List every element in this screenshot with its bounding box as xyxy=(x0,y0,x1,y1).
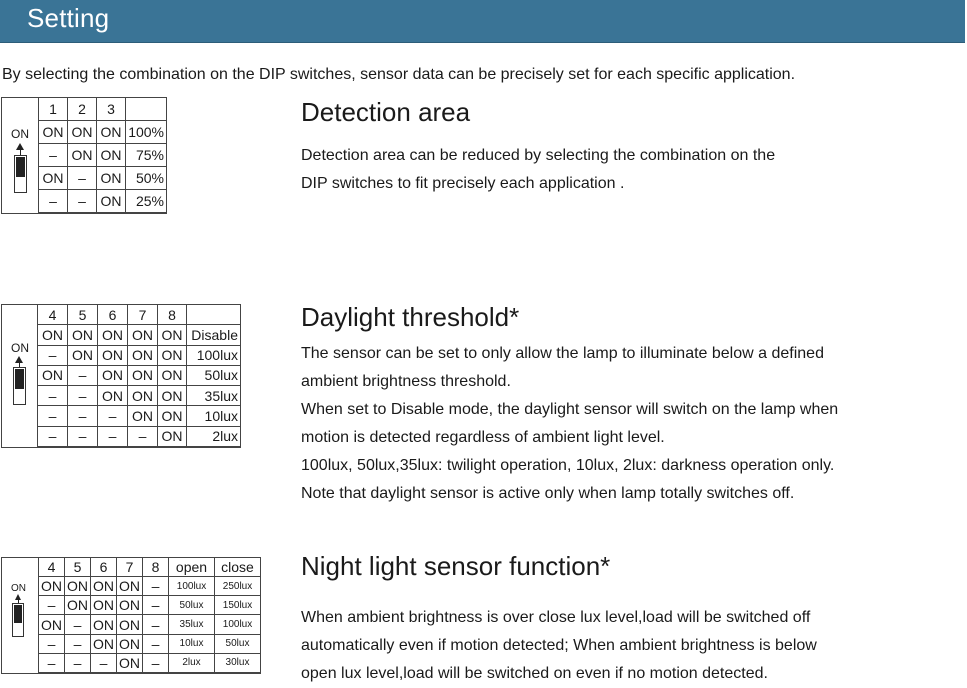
table-row: ON ON ON ON – 100lux 250lux xyxy=(39,577,261,596)
table-row: – – ON ON ON 35lux xyxy=(38,386,241,406)
table-row: ON ON ON 100% xyxy=(39,121,167,144)
table-row: – ON ON 75% xyxy=(39,144,167,167)
dip-switch-icon xyxy=(12,603,24,637)
table-row: – – – ON – 2lux 30lux xyxy=(39,653,261,672)
night-light-table xyxy=(38,557,261,673)
detection-area-description: Detection area can be reduced by selecting the combination on the DIP switches to fit precisely each application . xyxy=(301,147,776,192)
table-row: – – ON 25% xyxy=(39,190,167,213)
daylight-threshold-description: The sensor can be set to only allow the lamp to illuminate below a defined ambient brightness threshold. When set to Disable mode, the daylight sensor will switch on the lamp when motion is detected regardless of ambient light level. 100lux, 50lux,35lux: twilight operation, 10lux, 2lux: darkness operation only. Note that daylight sensor is active only when lamp totally switches off. xyxy=(301,345,839,502)
on-label: ON xyxy=(11,127,29,141)
dip-switch-icon xyxy=(13,367,26,405)
on-label: ON xyxy=(11,341,29,355)
night-light-description: When ambient brightness is over close lux level,load will be switched off automatically even if motion detected; When ambient brightness is below open lux level,load will be switched on even if no motion detected. xyxy=(301,609,817,682)
table-row: ON – ON 50% xyxy=(39,167,167,190)
intro-text: By selecting the combination on the DIP switches, sensor data can be precisely set for each specific application. xyxy=(2,66,796,83)
table-row: – ON ON ON – 50lux 150lux xyxy=(39,596,261,615)
daylight-threshold-title: Daylight threshold* xyxy=(301,302,520,332)
page-title: Setting xyxy=(27,3,110,33)
table-header-row: 1 2 3 xyxy=(39,98,167,121)
daylight-threshold-table xyxy=(37,304,241,447)
table-row: – – – – ON 2lux xyxy=(38,426,241,446)
table-row: – – ON ON – 10lux 50lux xyxy=(39,634,261,653)
night-light-title: Night light sensor function* xyxy=(301,551,611,581)
detection-area-title: Detection area xyxy=(301,97,471,127)
table-row: ON – ON ON – 35lux 100lux xyxy=(39,615,261,634)
table-row: – – – ON ON 10lux xyxy=(38,406,241,426)
on-label: ON xyxy=(11,583,26,594)
dip-switch-icon xyxy=(14,155,27,193)
table-row: – ON ON ON ON 100lux xyxy=(38,345,241,365)
table-row: ON ON ON ON ON Disable xyxy=(38,325,241,345)
table-row: ON – ON ON ON 50lux xyxy=(38,365,241,385)
table-header-row: 4 5 6 7 8 open close xyxy=(39,558,261,577)
detection-area-table xyxy=(38,97,167,213)
table-header-row: 4 5 6 7 8 xyxy=(38,305,241,325)
header-bar xyxy=(0,0,965,43)
